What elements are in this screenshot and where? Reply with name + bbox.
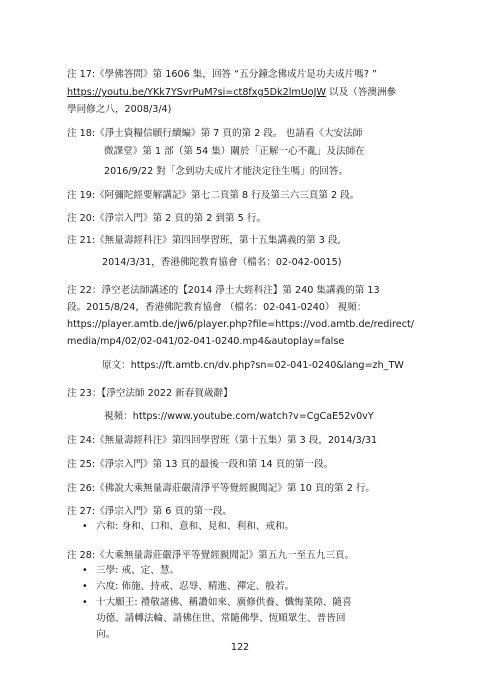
note-25: 注 25:《淨宗入門》第 13 頁的最後一段和第 14 頁的第一段。 (67, 459, 334, 470)
note-22-line3 (67, 316, 417, 333)
note-23-video-link[interactable]: 視頻：https://www.youtube.com/watch?v=CgCaE52v0vY (104, 411, 374, 422)
note-27-bullet (82, 519, 412, 535)
note-22-player-link-cont[interactable]: media/mp4/02/02-041/02-041-0240.mp4&autoplay=false (67, 336, 345, 347)
note-17-line3: 學同修之八，2008/3/4) (67, 104, 172, 115)
note-28-bullet-1 (82, 563, 412, 579)
note-17-line2-tail: 以及（答澳洲參 (325, 87, 397, 98)
note-27-line1: 注 27:《淨宗入門》第 6 頁的第一段。 (67, 506, 233, 517)
note-22-player-link[interactable]: https://player.amtb.de/jw6/player.php?file=https://vod.amtb.de/redirect/ (67, 319, 414, 330)
note-22-line1: 注 22：淨空老法師講述的【2014 淨土大經科注】第 240 集講義的第 13 (67, 285, 380, 296)
note-27-bullet-text: 六和: 身和、口和、意和、見和、利和、戒和。 (96, 521, 295, 532)
note-22-original (102, 357, 404, 374)
bullet-marker: • (82, 565, 88, 576)
note-23-line1: 注 23：【淨空法師 2022 新春賀歲辭】 (67, 388, 233, 399)
note-21-line1: 注 21:《無量壽經科注》第四回學習班，第十五集講義的第 3 段, (67, 235, 341, 246)
note-26: 注 26:《佛說大乘無量壽莊嚴清淨平等覺經親聞記》第 10 頁的第 2 行。 (67, 483, 376, 494)
note-21-line2: 2014/3/31，香港佛陀教育協會（檔名：02-042-0015) (102, 257, 342, 268)
note-17-line1: 注 17:《學佛答問》第 1606 集，回答 “五分鐘念佛成片是功夫成片嗎? ” (67, 69, 377, 80)
note-18-line1: 注 18:《淨土資糧信願行續編》第 7 頁的第 2 段。 也請看《大安法師 (67, 128, 363, 139)
note-28-bullet-1-text: 三學: 戒、定、慧。 (96, 565, 180, 576)
note-17-line2 (67, 84, 417, 101)
note-24: 注 24:《無量壽經科注》第四回學習班（第十五集）第 3 段，2014/3/31 (67, 435, 378, 446)
bullet-marker: • (82, 597, 88, 608)
note-28-bullet-3 (82, 595, 412, 640)
note-22-line2: 段。2015/8/24，香港佛陀教育協會 （檔名：02-041-0240） 視頻： (67, 302, 367, 313)
note-18-line2: 微課堂》第 1 部（第 54 集）關於「正解一心不亂」及法師在 (104, 146, 365, 157)
note-28-bullet-2-text: 六度: 佈施、持戒、忍辱、精進、禪定、般若。 (96, 581, 295, 592)
note-28-line1: 注 28:《大乘無量壽莊嚴淨平等覺經親聞記》第五九一至五九三頁。 (67, 550, 355, 561)
note-22-original-link[interactable]: 原文：https://ft.amtb.cn/dv.php?sn=02-041-0240&lang=zh_TW (102, 360, 404, 371)
note-19: 注 19:《阿彌陀經要解講記》第七二頁第 8 行及第三六三頁第 2 段。 (67, 190, 360, 201)
note-20: 注 20:《淨宗入門》第 2 頁的第 2 到第 5 行。 (67, 213, 267, 224)
bullet-marker: • (82, 521, 88, 532)
note-18-line3: 2016/9/22 對「念到功夫成片才能決定往生嗎」的回答。 (104, 166, 349, 177)
bullet-marker: • (82, 581, 88, 592)
note-28-bullet-3-text: 十大願王: 禮敬諸佛、稱讚如來、廣修供養、懺悔業障、隨喜功德、請轉法輪、請佛住世、常隨佛學、恆順眾生、普皆回向。 (96, 597, 352, 640)
page-number: 122 (230, 642, 250, 653)
note-22-line4 (67, 333, 417, 350)
note-28-bullet-2 (82, 579, 412, 595)
note-17-youtube-link[interactable]: https://youtu.be/YKk7YSvrPuM?si=ct8fxg5Dk2lmUoJW (67, 87, 326, 98)
note-23-video (104, 408, 374, 425)
